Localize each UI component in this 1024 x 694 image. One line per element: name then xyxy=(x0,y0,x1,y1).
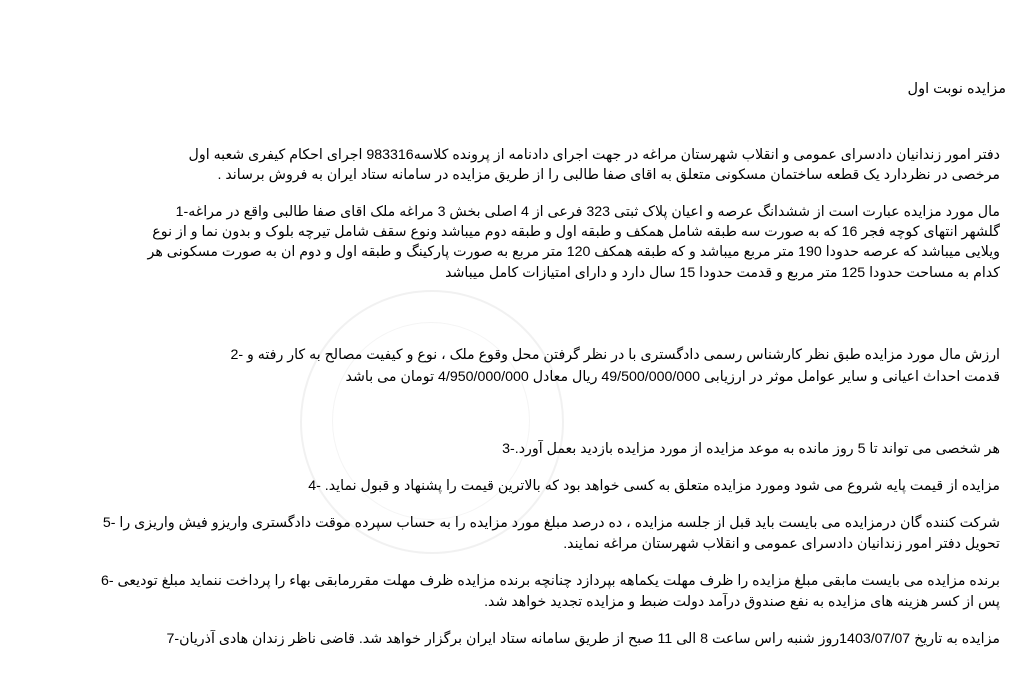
paragraph-line: ویلایی میباشد که عرصه حدودا 190 متر مربع میباشد و که طبقه همکف 120 متر مربع به صورت پارکینگ و طبقه اول و دوم ان به صورت مسکونی هر xyxy=(147,244,1000,260)
paragraph-line: تحویل دفتر امور زندانیان دادسرای عمومی و انقلاب شهرستان مراغه نمایند. xyxy=(563,536,1000,552)
paragraph-line: دفتر امور زندانیان دادسرای عمومی و انقلاب شهرستان مراغه در جهت اجرای دادنامه از پرونده کلاسه983316 اجرای احکام کیفری شعبه اول xyxy=(188,147,1000,163)
paragraph-line: ارزش مال مورد مزایده طبق نظر کارشناس رسمی دادگستری با در نظر گرفتن محل وقوع ملک ، نوع و کیفیت مصالح به کار رفته و -2 xyxy=(230,347,1000,363)
paragraph-line: هر شخصی می تواند تا 5 روز مانده به موعد مزایده از مورد مزایده بازدید بعمل آورد.-3 xyxy=(502,441,1000,457)
paragraph-line: برنده مزایده می بایست مابقی مبلغ مزایده را ظرف مهلت یکماهه بپردازد چنانچه برنده مزایده ظرف مهلت مقررمابقی بهاء را پرداخت ننماید مبلغ تودیعی -6 xyxy=(100,573,1000,589)
notice-title: مزایده نوبت اول xyxy=(907,81,1006,97)
paragraph-line: مرخصی در نظردارد یک قطعه ساختمان مسکونی متعلق به اقای صفا طالبی را از طریق مزایده در سامانه ستاد ایران به فروش برساند . xyxy=(217,167,1000,183)
paragraph-line: شرکت کننده گان درمزایده می بایست باید قبل از جلسه مزایده ، ده درصد مبلغ مورد مزایده را به حساب سپرده موقت دادگستری واریزو فیش واریزی را -5 xyxy=(102,515,1000,531)
paragraph-line: مزایده از قیمت پایه شروع می شود ومورد مزایده متعلق به کسی خواهد بود که بالاترین قیمت را پشنهاد و قبول نماید. -4 xyxy=(308,478,1000,494)
paragraph-line: قدمت احداث اعیانی و سایر عوامل موثر در ارزیابی 49/500/000/000 ریال معادل 4/950/000/000 تومان می باشد xyxy=(345,369,1000,385)
paragraph-line: کدام به مساحت حدودا 125 متر مربع و قدمت حدودا 15 سال دارد و دارای امتیازات کامل میباشد xyxy=(445,265,1000,281)
paragraph-line: پس از کسر هزینه های مزایده به نفع صندوق درآمد دولت ضبط و مزایده تجدید خواهد شد. xyxy=(484,594,1000,610)
paragraph-line: گلشهر انتهای کوچه فجر 16 که به صورت سه طبقه شامل همکف و طبقه اول و طبقه دوم میباشد ونوع سقف شامل تیرچه بلوک و بدون نما و از نوع xyxy=(152,224,1000,240)
paragraph-line: مال مورد مزایده عبارت است از ششدانگ عرصه و اعیان پلاک ثبتی 323 فرعی از 4 اصلی بخش 3 مراغه ملک اقای صفا طالبی واقع در مراغه-1 xyxy=(175,204,1000,220)
paragraph-line: مزایده به تاریخ 1403/07/07روز شنبه راس ساعت 8 الی 11 صبح از طریق سامانه ستاد ایران برگزار خواهد شد. قاضی ناظر زندان هادی آذریان-7 xyxy=(166,631,1000,647)
